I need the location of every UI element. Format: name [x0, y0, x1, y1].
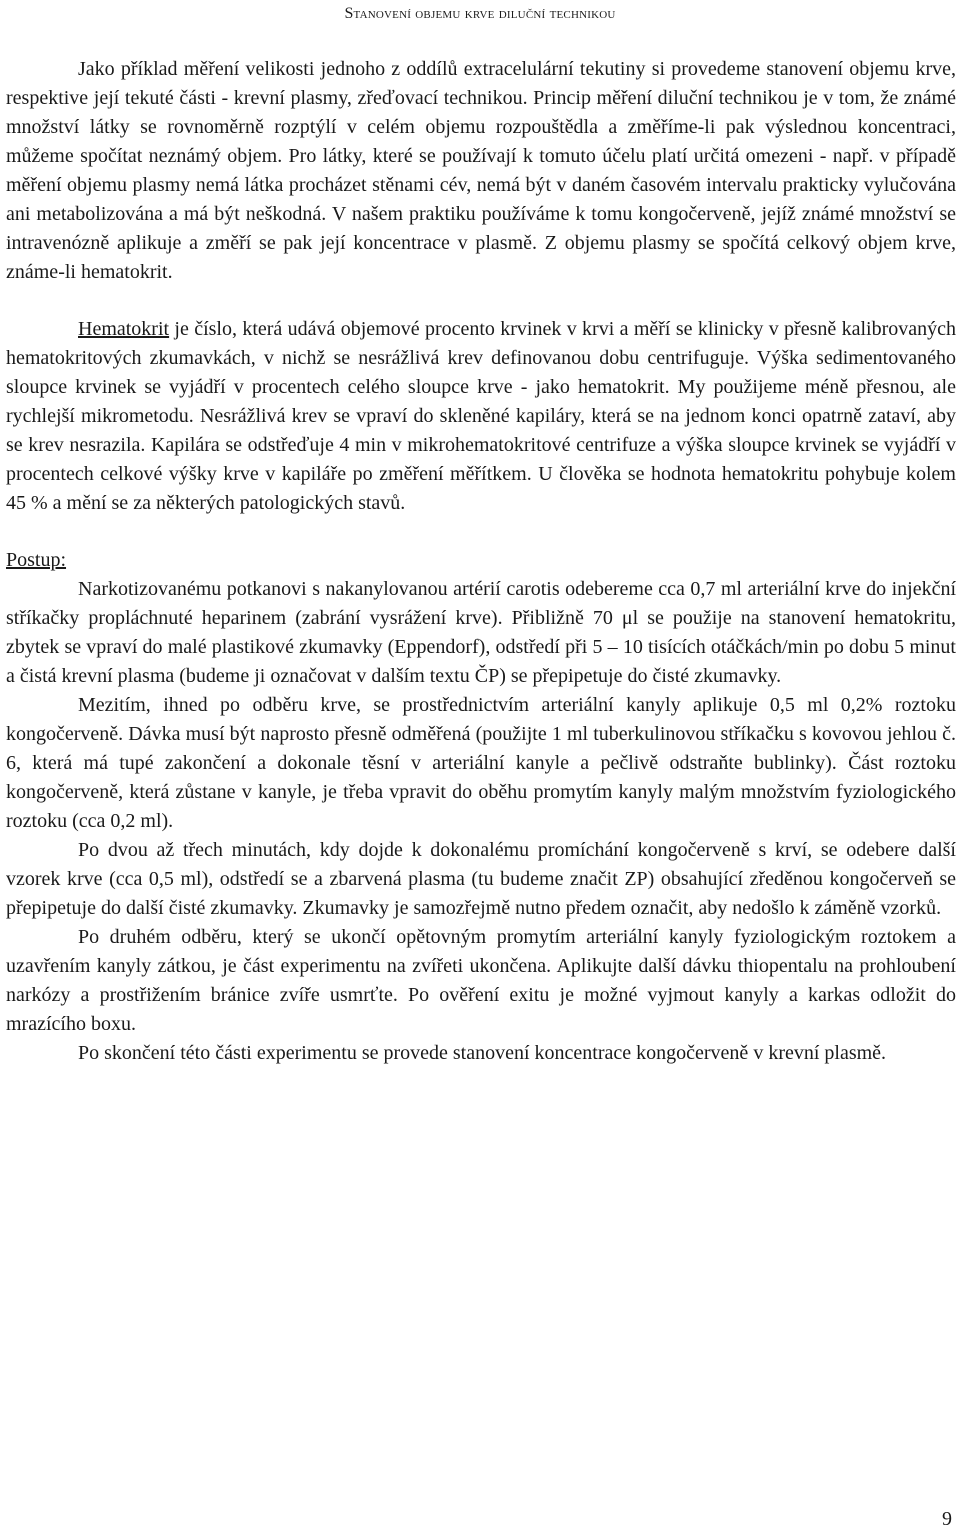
running-header: Stanovení objemu krve diluční technikou: [344, 5, 616, 22]
postup-paragraph-2: Mezitím, ihned po odběru krve, se prostřednictvím arteriální kanyly aplikuje 0,5 ml 0,2% roztoku kongočerveně. Dávka musí být naprosto přesně odměřená (použijte 1 ml tuberkulinovou stříkačku s kovovou jehlou č. 6, která má tupé zakončení a dokonale těsní v arteriální kanyle a pečlivě odstraňte bublinky). Část roztoku kongočerveně, která zůstane v kanyle, je třeba vpravit do oběhu promytím kanyly malým množstvím fyziologického roztoku (cca 0,2 ml).: [6, 694, 956, 832]
intro-paragraph: Jako příklad měření velikosti jednoho z oddílů extracelulární tekutiny si provedeme stanovení objemu krve, respektive její tekuté části - krevní plasmy, zřeďovací technikou. Princip měření diluční technikou je v tom, že známé množství látky se rovnoměrně rozptýlí v celém objemu rozpouštědla a změříme-li pak výslednou koncentraci, můžeme spočítat neznámý objem. Pro látky, které se používají k tomuto účelu platí určitá omezeni - např. v případě měření objemu plasmy nemá látka procházet stěnami cév, nemá být v daném časovém intervalu prakticky vylučována ani metabolizována a má být neškodná. V našem praktiku používáme k tomu kongočerveně, jejíž známé množství se intravenózně aplikuje a změří se pak její koncentrace v plasmě. Z objemu plasmy se spočítá celkový objem krve, známe-li hematokrit.: [6, 58, 956, 283]
postup-heading-text: Postup:: [6, 549, 67, 571]
hematokrit-term: Hematokrit: [78, 318, 170, 340]
postup-paragraph-4: Po druhém odběru, který se ukončí opětovným promytím arteriální kanyly fyziologickým roztokem a uzavřením kanyly zátkou, je část experimentu na zvířeti ukončena. Aplikujte další dávku thiopentalu na prohloubení narkózy a prostřižením bránice zvíře usmrťte. Po ověření exitu je možné vyjmout kanyly a karkas odložit do mrazícího boxu.: [6, 926, 956, 1035]
postup-paragraph-3: Po dvou až třech minutách, kdy dojde k dokonalému promíchání kongočerveně s krví, se odebere další vzorek krve (cca 0,5 ml), odstředí se a zbarvená plasma (tu budeme značit ZP) obsahující zředěnou kongočerveň se přepipetuje do další čisté zkumavky. Zkumavky je samozřejmě nutno předem označit, aby nedošlo k záměně vzorků.: [6, 839, 956, 919]
paragraph-spacer: [6, 287, 956, 315]
hematokrit-paragraph: [6, 315, 956, 518]
document-body: [6, 55, 956, 1068]
hematokrit-text: je číslo, která udává objemové procento krvinek v krvi a měří se klinicky v přesně kalibrovaných hematokritových zkumavkách, v nichž se nesrážlivá krev definovanou dobu centrifuguje. Výška sedimentovaného sloupce krvinek se vyjádří v procentech celého sloupce krve - jako hematokrit. My použijeme méně přesnou, ale rychlejší mikrometodu. Nesrážlivá krev se vpraví do skleněné kapiláry, která se na jednom konci opatrně zataví, aby se krev nesrazila. Kapilára se odstřeďuje 4 min v mikrohematokritové centrifuze a výška sloupce krvinek se vyjádří v procentech celkové výšky krve v kapiláře po změření měřítkem. U člověka se hodnota hematokritu pohybuje kolem 45 % a mění se za některých patologických stavů.: [6, 318, 956, 514]
paragraph-spacer: [6, 518, 956, 546]
postup-heading: [6, 546, 956, 575]
page-number: 9: [942, 1508, 952, 1530]
postup-paragraph-1: Narkotizovanému potkanovi s nakanylovanou artérií carotis odebereme cca 0,7 ml arteriální krve do injekční stříkačky propláchnuté heparinem (zabrání vysrážení krve). Přibližně 70 μl se použije na stanovení hematokritu, zbytek se vpraví do malé plastikové zkumavky (Eppendorf), odstředí při 5 – 10 tisících otáčkách/min po dobu 5 minut a čistá krevní plasma (budeme ji označovat v dalším textu ČP) se přepipetuje do čisté zkumavky.: [6, 578, 956, 687]
postup-paragraph-5: Po skončení této části experimentu se provede stanovení koncentrace kongočerveně v krevní plasmě.: [78, 1042, 887, 1064]
